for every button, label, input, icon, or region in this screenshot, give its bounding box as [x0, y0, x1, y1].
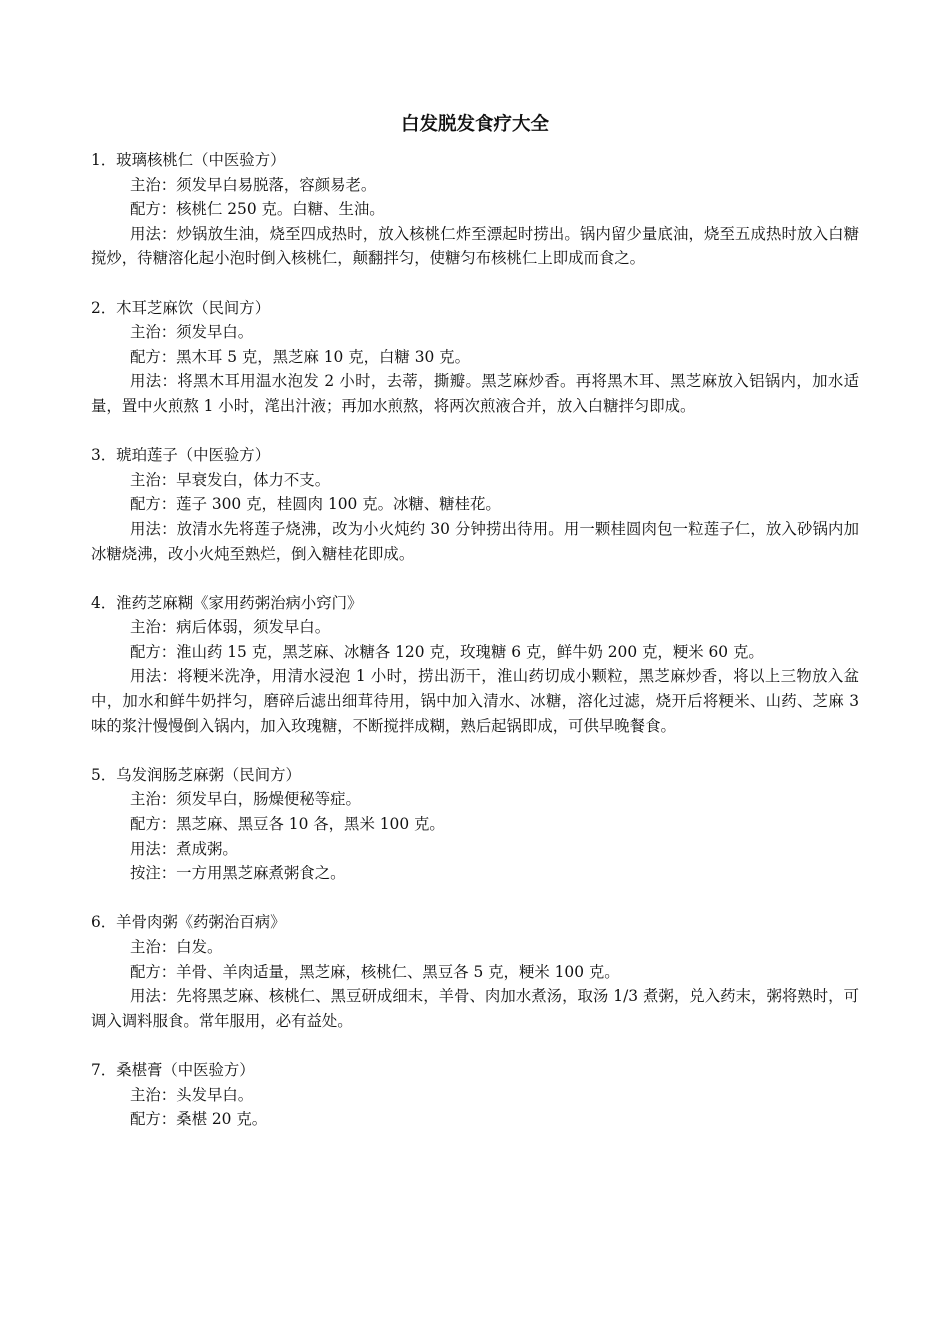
recipe-method: 用法：先将黑芝麻、核桃仁、黑豆研成细末，羊骨、肉加水煮汤，取汤 1/3 煮粥，兑入药末，粥将熟时，可调入调料服食。常年服用，必有益处。 — [91, 987, 859, 1030]
recipe-formula: 配方：黑木耳 5 克，黑芝麻 10 克，白糖 30 克。 — [130, 347, 470, 366]
document-title: 白发脱发食疗大全 — [400, 114, 549, 135]
recipe-method: 用法：将粳米洗净，用清水浸泡 1 小时，捞出沥干，淮山药切成小颗粒，黑芝麻炒香，将以上三物放入盆中，加水和鲜牛奶拌匀，磨碎后滤出细茸待用，锅中加入清水、冰糖，溶化过滤，烧开后将粳米、山药、芝麻 3 味的浆汁慢慢倒入锅内，加入玫瑰糖，不断搅拌成糊，熟后起锅即成，可供早晚餐食。 — [91, 667, 859, 735]
recipe-indication: 主治：须发早白易脱落，容颜易老。 — [130, 175, 377, 194]
recipe-heading: 6．羊骨肉粥《药粥治百病》 — [91, 913, 286, 932]
recipe-formula: 配方：淮山药 15 克，黑芝麻、冰糖各 120 克，玫瑰糖 6 克，鲜牛奶 200 克，粳米 60 克。 — [130, 642, 764, 661]
recipe-formula: 配方：羊骨、羊肉适量，黑芝麻，核桃仁、黑豆各 5 克，粳米 100 克。 — [130, 962, 620, 981]
recipe-method: 用法：煮成粥。 — [130, 839, 238, 858]
recipe-note: 按注：一方用黑芝麻煮粥食之。 — [130, 864, 346, 883]
recipe-heading: 3．琥珀莲子（中医验方） — [91, 446, 271, 465]
recipe-item — [91, 763, 859, 886]
recipe-formula: 配方：核桃仁 250 克。白糖、生油。 — [130, 200, 385, 219]
recipe-method: 用法：放清水先将莲子烧沸，改为小火炖约 30 分钟捞出待用。用一颗桂圆肉包一粒莲子仁，放入砂锅内加冰糖烧沸，改小火炖至熟烂，倒入糖桂花即成。 — [91, 519, 859, 563]
recipe-heading: 7．桑椹膏（中医验方） — [91, 1060, 255, 1079]
recipe-item — [91, 443, 859, 566]
recipe-item — [91, 910, 859, 1033]
recipe-indication: 主治：早衰发白，体力不支。 — [130, 470, 331, 489]
recipe-indication: 主治：须发早白，肠燥便秘等症。 — [130, 790, 361, 809]
recipe-formula: 配方：桑椹 20 克。 — [130, 1110, 268, 1129]
recipe-item — [91, 296, 859, 419]
recipe-list — [91, 148, 859, 1156]
recipe-heading: 2．木耳芝麻饮（民间方） — [91, 298, 271, 317]
recipe-method: 用法：将黑木耳用温水泡发 2 小时，去蒂，撕瓣。黑芝麻炒香。再将黑木耳、黑芝麻放入铝锅内，加水适量，置中火煎熬 1 小时，滗出汁液；再加水煎熬，将两次煎液合并，放入白糖拌匀即成。 — [91, 372, 859, 415]
recipe-formula: 配方：黑芝麻、黑豆各 10 各，黑米 100 克。 — [130, 815, 445, 834]
recipe-heading: 1．玻璃核桃仁（中医验方） — [91, 151, 286, 169]
recipe-formula: 配方：莲子 300 克，桂圆肉 100 克。冰糖、糖桂花。 — [130, 495, 501, 514]
recipe-indication: 主治：须发早白。 — [130, 323, 254, 342]
recipe-item — [91, 591, 859, 739]
recipe-item — [91, 1058, 859, 1132]
recipe-method: 用法：炒锅放生油，烧至四成热时，放入核桃仁炸至漂起时捞出。锅内留少量底油，烧至五成热时放入白糖搅炒，待糖溶化起小泡时倒入核桃仁，颠翻拌匀，使糖匀布核桃仁上即成而食之。 — [91, 224, 859, 268]
recipe-item — [91, 148, 859, 271]
recipe-indication: 主治：病后体弱，须发早白。 — [130, 618, 331, 637]
recipe-heading: 5．乌发润肠芝麻粥（民间方） — [91, 765, 301, 784]
recipe-heading: 4．淮药芝麻糊《家用药粥治病小窍门》 — [91, 593, 363, 612]
recipe-indication: 主治：头发早白。 — [130, 1085, 254, 1104]
recipe-indication: 主治：白发。 — [130, 938, 223, 956]
